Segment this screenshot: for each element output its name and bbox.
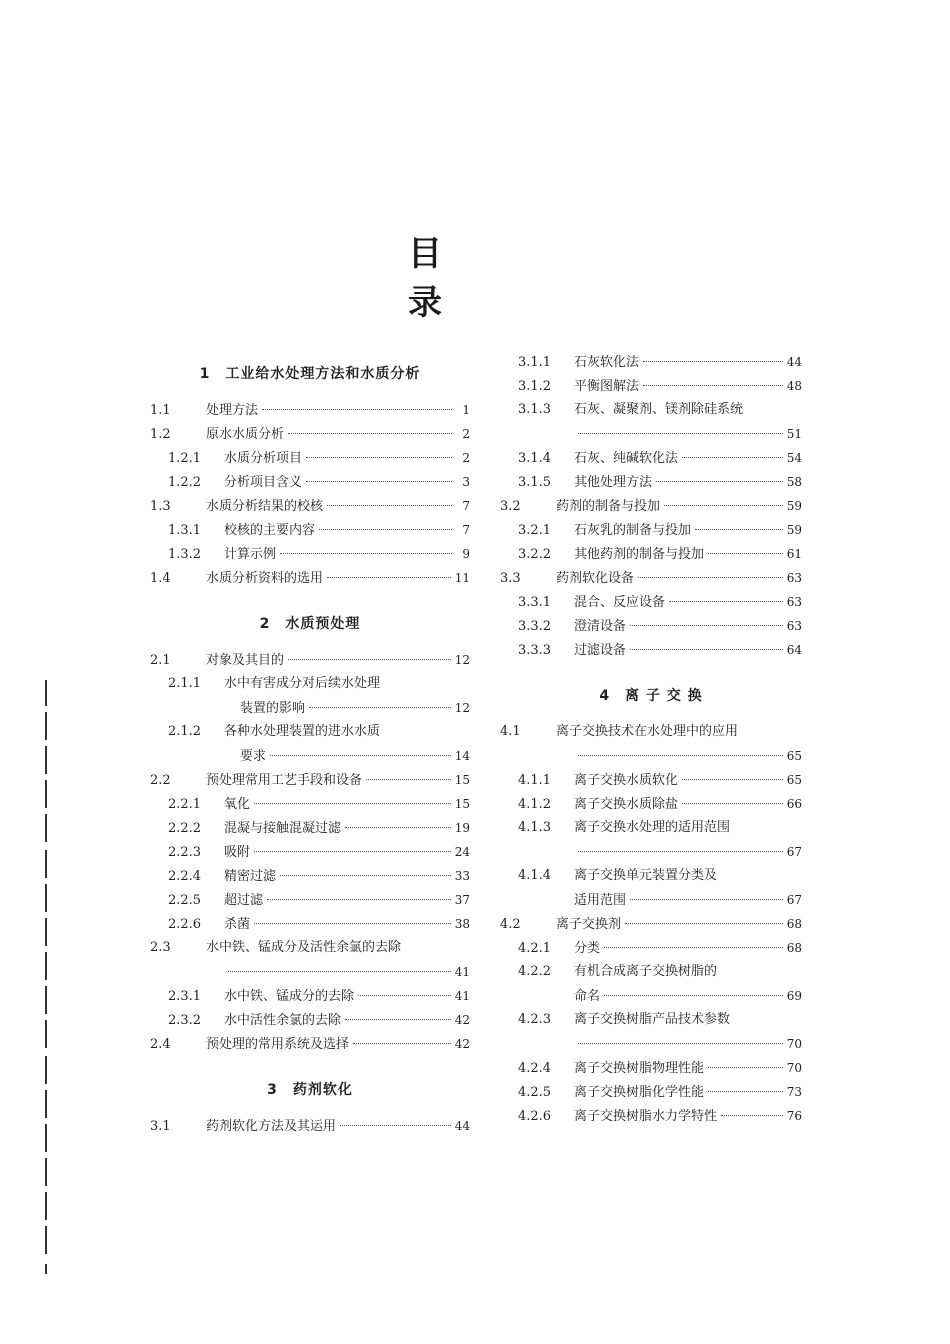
toc-entry[interactable]: 1.1 处理方法 1 bbox=[150, 403, 470, 418]
toc-entry[interactable]: 2.2.6 杀菌 38 bbox=[168, 917, 470, 932]
scan-margin-mark bbox=[45, 1158, 47, 1186]
toc-entry[interactable]: 3.3.1 混合、反应设备 63 bbox=[518, 595, 802, 610]
toc-entry-continuation[interactable]: 51 bbox=[500, 422, 802, 446]
toc-entry[interactable]: 4.1.1 离子交换水质软化 65 bbox=[518, 773, 802, 788]
toc-entry[interactable]: 3.1.3 石灰、凝聚剂、镁剂除硅系统 bbox=[518, 402, 744, 417]
toc-entry-continuation[interactable]: 装置的影响 12 bbox=[240, 701, 470, 716]
toc-entry[interactable]: 2.3 水中铁、锰成分及活性余氯的去除 bbox=[150, 940, 402, 955]
toc-entry[interactable]: 4.1.3 离子交换水处理的适用范围 bbox=[518, 820, 731, 835]
toc-entry-continuation[interactable]: 适用范围 67 bbox=[574, 893, 802, 908]
scan-margin-mark bbox=[45, 918, 47, 946]
toc-entry[interactable]: 2.2 预处理常用工艺手段和设备 15 bbox=[150, 773, 470, 788]
toc-entry[interactable]: 3.2 药剂的制备与投加 59 bbox=[500, 499, 802, 514]
scan-margin-mark bbox=[45, 780, 47, 808]
toc-entry-continuation[interactable]: 要求 14 bbox=[240, 749, 470, 764]
toc-left-column bbox=[150, 362, 470, 1138]
chapter-heading: 4 离 子 交 换 bbox=[599, 688, 703, 704]
scan-margin-mark bbox=[45, 850, 47, 878]
toc-entry[interactable]: 2.4 预处理的常用系统及选择 42 bbox=[150, 1037, 470, 1052]
toc-entry[interactable]: 4.2.1 分类 68 bbox=[518, 941, 802, 956]
scan-margin-mark bbox=[45, 952, 47, 980]
toc-entry[interactable]: 2.3.1 水中铁、锰成分的去除 41 bbox=[168, 989, 470, 1004]
chapter-heading: 1 工业给水处理方法和水质分析 bbox=[199, 366, 421, 382]
toc-entry[interactable]: 3.2.1 石灰乳的制备与投加 59 bbox=[518, 523, 802, 538]
toc-entry[interactable]: 4.1.2 离子交换水质除盐 66 bbox=[518, 797, 802, 812]
scan-margin-mark bbox=[45, 1020, 47, 1048]
toc-entry[interactable]: 3.3 药剂软化设备 63 bbox=[500, 571, 802, 586]
scan-margin-mark bbox=[45, 746, 47, 774]
scan-margin-mark bbox=[45, 884, 47, 912]
toc-entry[interactable]: 1.2.1 水质分析项目 2 bbox=[168, 451, 470, 466]
scan-margin-mark bbox=[45, 1192, 47, 1220]
toc-entry[interactable]: 3.3.3 过滤设备 64 bbox=[518, 643, 802, 658]
toc-entry-continuation[interactable]: 41 bbox=[150, 960, 470, 984]
scan-margin-mark bbox=[45, 680, 47, 706]
toc-entry-continuation[interactable]: 70 bbox=[500, 1032, 802, 1056]
toc-entry[interactable]: 3.3.2 澄清设备 63 bbox=[518, 619, 802, 634]
scan-margin-mark bbox=[45, 1056, 47, 1084]
toc-entry[interactable]: 4.2.4 离子交换树脂物理性能 70 bbox=[518, 1061, 802, 1076]
toc-entry[interactable]: 2.1.2 各种水处理装置的进水水质 bbox=[168, 724, 381, 739]
chapter-heading: 3 药剂软化 bbox=[267, 1082, 353, 1098]
scan-margin-mark bbox=[45, 712, 47, 740]
toc-entry[interactable]: 2.3.2 水中活性余氯的去除 42 bbox=[168, 1013, 470, 1028]
scan-margin-mark bbox=[45, 986, 47, 1014]
toc-entry[interactable]: 1.3.2 计算示例 9 bbox=[168, 547, 470, 562]
toc-entry-continuation[interactable]: 命名 69 bbox=[574, 989, 802, 1004]
toc-entry[interactable]: 4.2.3 离子交换树脂产品技术参数 bbox=[518, 1012, 731, 1027]
toc-entry[interactable]: 4.1 离子交换技术在水处理中的应用 bbox=[500, 724, 739, 739]
toc-entry[interactable]: 1.2 原水水质分析 2 bbox=[150, 427, 470, 442]
toc-entry[interactable]: 4.2.5 离子交换树脂化学性能 73 bbox=[518, 1085, 802, 1100]
toc-entry[interactable]: 2.2.5 超过滤 37 bbox=[168, 893, 470, 908]
toc-entry[interactable]: 2.1.1 水中有害成分对后续水处理 bbox=[168, 676, 381, 691]
toc-entry[interactable]: 4.2.2 有机合成离子交换树脂的 bbox=[518, 964, 718, 979]
toc-entry[interactable]: 4.1.4 离子交换单元装置分类及 bbox=[518, 868, 718, 883]
scan-margin-mark bbox=[45, 1226, 47, 1254]
toc-entry[interactable]: 3.1 药剂软化方法及其运用 44 bbox=[150, 1119, 470, 1134]
toc-entry[interactable]: 2.2.1 氧化 15 bbox=[168, 797, 470, 812]
toc-entry[interactable]: 3.1.5 其他处理方法 58 bbox=[518, 475, 802, 490]
toc-entry[interactable]: 3.2.2 其他药剂的制备与投加 61 bbox=[518, 547, 802, 562]
toc-entry[interactable]: 3.1.2 平衡图解法 48 bbox=[518, 379, 802, 394]
toc-entry[interactable]: 2.2.3 吸附 24 bbox=[168, 845, 470, 860]
scan-margin-mark bbox=[45, 1264, 47, 1274]
toc-entry[interactable]: 2.1 对象及其目的 12 bbox=[150, 653, 470, 668]
toc-entry[interactable]: 2.2.2 混凝与接触混凝过滤 19 bbox=[168, 821, 470, 836]
toc-entry[interactable]: 4.2 离子交换剂 68 bbox=[500, 917, 802, 932]
toc-right-column bbox=[500, 350, 802, 1128]
toc-entry[interactable]: 1.3 水质分析结果的校核 7 bbox=[150, 499, 470, 514]
toc-entry[interactable]: 1.4 水质分析资料的选用 11 bbox=[150, 571, 470, 586]
toc-entry[interactable]: 3.1.4 石灰、纯碱软化法 54 bbox=[518, 451, 802, 466]
toc-entry[interactable]: 4.2.6 离子交换树脂水力学特性 76 bbox=[518, 1109, 802, 1124]
toc-entry[interactable]: 2.2.4 精密过滤 33 bbox=[168, 869, 470, 884]
toc-entry[interactable]: 3.1.1 石灰软化法 44 bbox=[518, 355, 802, 370]
toc-entry-continuation[interactable]: 67 bbox=[500, 840, 802, 864]
scan-margin-mark bbox=[45, 1090, 47, 1118]
toc-entry-continuation[interactable]: 65 bbox=[500, 744, 802, 768]
scan-margin-mark bbox=[45, 1124, 47, 1152]
scan-margin-mark bbox=[45, 814, 47, 842]
page-title: 目 录 bbox=[408, 234, 632, 323]
toc-entry[interactable]: 1.3.1 校核的主要内容 7 bbox=[168, 523, 470, 538]
chapter-heading: 2 水质预处理 bbox=[259, 616, 361, 632]
toc-entry[interactable]: 1.2.2 分析项目含义 3 bbox=[168, 475, 470, 490]
